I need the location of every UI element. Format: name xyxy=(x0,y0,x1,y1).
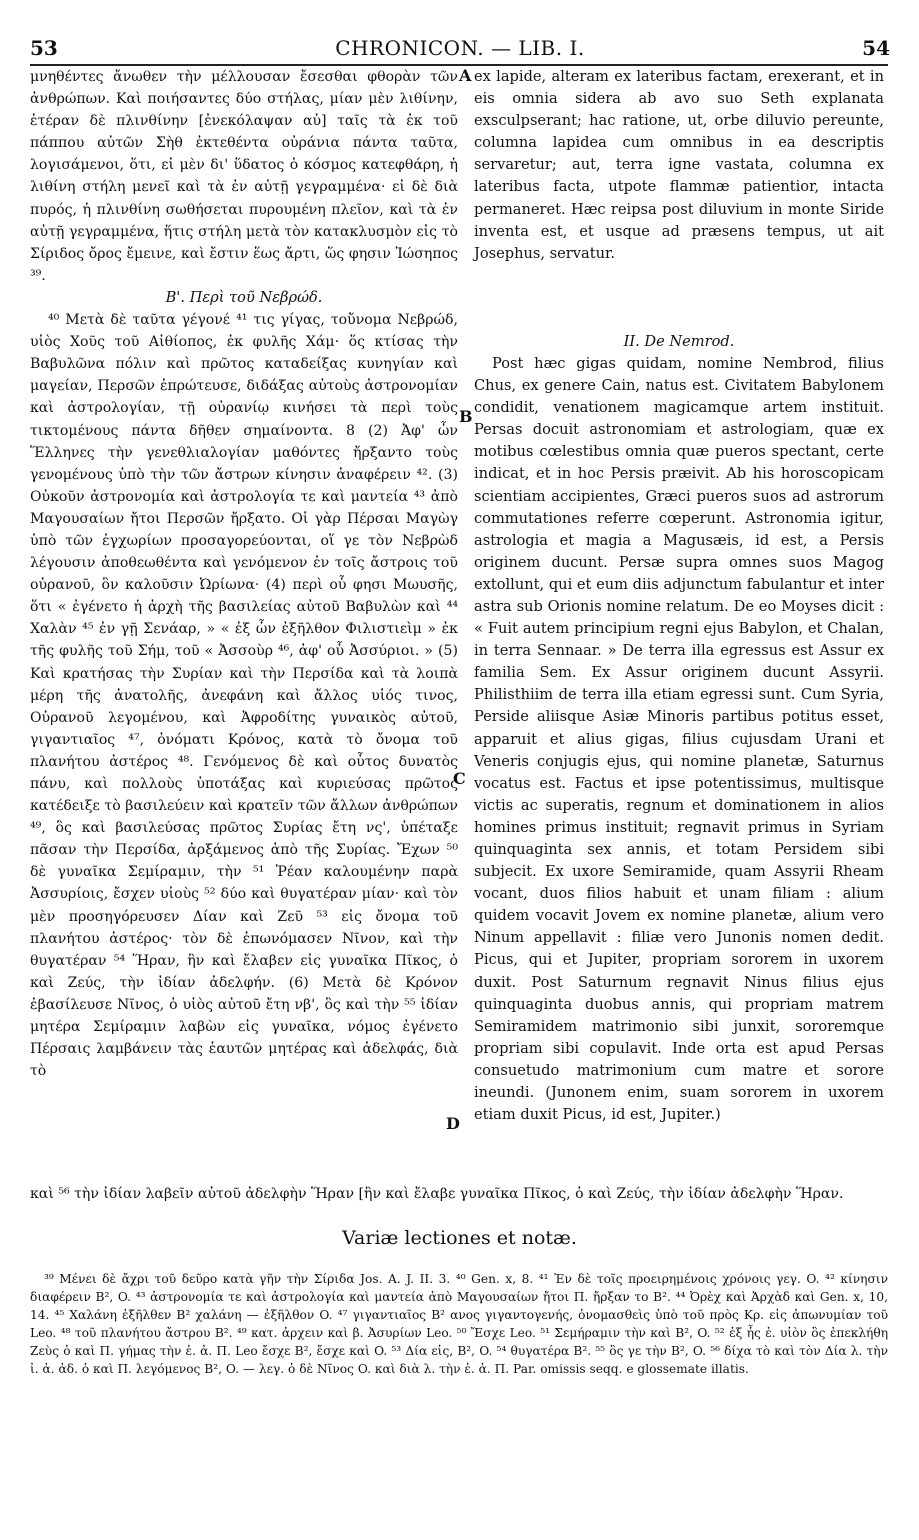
greek-paragraph-1: μνηθέντες ἄνωθεν τὴν μέλλουσαν ἔσεσθαι φθορὰν τῶν ἀνθρώπων. Καὶ ποιήσαντες δύο στήλας, μίαν μὲν λιθίνην, ἑτέραν δὲ πλινθίνην [ἐνεκόλαψαν αὐ] ταῖς τὰ ἐκ τοῦ πάππου αὐτῶν Σὴθ ἐκτεθέντα οὐράνια πάντα ταῦτα, λογισάμενοι, ὅτι, εἰ μὲν δι' ὕδατος ὁ κόσμος κατεφθάρη, ἡ λιθίνη στήλη μενεῖ καὶ τὰ ἐν αὐτῇ γεγραμμένα· εἰ δὲ διὰ πυρός, ἡ πλινθίνη σωθήσεται πυρουμένη πλεῖον, καὶ τὰ ἐν αὐτῇ γεγραμμένα, ἥτις στήλη μετὰ τὸν κατακλυσμὸν εἰς τὸ Σίριδος ὄρος ἔμεινε, καὶ ἔστιν ἕως ἄρτι, ὥς φησιν Ἰώσηπος ³⁹. xyxy=(30,69,458,284)
running-title: CHRONICON. — LIB. I. xyxy=(335,36,585,60)
margin-marker-a: A xyxy=(459,66,472,85)
greek-paragraph-2: ⁴⁰ Μετὰ δὲ ταῦτα γέγονέ ⁴¹ τις γίγας, τοὔνομα Νεβρώδ, υἱὸς Χοῦς τοῦ Αἰθίοπος, ἐκ φυλῆς Χάμ· ὅς κτίσας τὴν Βαβυλῶνα πόλιν καὶ πρῶτος καταδείξας κυνηγίαν καὶ μαγείαν, Περσῶν ἐπρώτευσε, διδάξας αὐτοὺς ἀστρονομίαν καὶ ἀστρολογίαν, τῇ οὐρανίῳ κινήσει τὰ περὶ τοὺς τικτομένους πάντα δῆθεν σημαίνοντα. 8 (2) Ἀφ' ὧν Ἕλληνες τὴν γενεθλιαλογίαν μαθόντες ἤρξαντο τοὺς γενομένους ὑπὸ τὴν τῶν ἄστρων κίνησιν ἀναφέρειν ⁴². (3) Οὐκοῦν ἀστρονομία καὶ ἀστρολογία τε καὶ μαντεία ⁴³ ἀπὸ Μαγουσαίων ἤτοι Περσῶν ἤρξατο. Οἱ γὰρ Πέρσαι Μαγὼγ ὑπὸ τῶν ἐγχωρίων προσαγορεύονται, οἵ γε τὸν Νεβρὼδ λέγουσιν ἀποθεωθέντα καὶ γενόμενον ἐν τοῖς ἄστροις τοῦ οὐρανοῦ, ὃν καλοῦσιν Ὠρίωνα· (4) περὶ οὗ φησι Μωυσῆς, ὅτι « ἐγένετο ἡ ἀρχὴ τῆς βασιλείας αὐτοῦ Βαβυλὼν καὶ ⁴⁴ Χαλὰν ⁴⁵ ἐν γῇ Σενάαρ, » « ἐξ ὧν ἐξῆλθον Φιλιστιεὶμ » ἐκ τῆς φυλῆς τοῦ Σήμ, τοῦ « Ἀσσοὺρ ⁴⁶, ἀφ' οὗ Ἀσσύριοι. » (5) Καὶ κρατήσας τὴν Συρίαν καὶ τὴν Περσίδα καὶ τὰ λοιπὰ μέρη τῆς ἀνατολῆς, ἀνεφάνη καὶ ἄλλος υἱός τινος, Οὐρανοῦ λεγομένου, καὶ Ἀφροδίτης γυναικὸς αὐτοῦ, γιγαντιαῖος ⁴⁷, ὀνόματι Κρόνος, κατὰ τὸ ὄνομα τοῦ πλανήτου ἀστέρος ⁴⁸. Γενόμενος δὲ καὶ οὗτος δυνατὸς πάνυ, καὶ πολλοὺς ὑποτάξας καὶ κυριεύσας πρῶτος κατέδειξε τὸ βασιλεύειν καὶ κρατεῖν τῶν ἄλλων ἀνθρώπων ⁴⁹, ὃς καὶ βασιλεύσας πρῶτος Συρίας ἔτη νς', ὑπέταξε πᾶσαν τὴν Περσίδα, ἀρξάμενος ἀπὸ τῆς Συρίας. Ἔχων ⁵⁰ δὲ γυναῖκα Σεμίραμιν, τὴν ⁵¹ Ῥέαν καλουμένην παρὰ Ἀσσυρίοις, ἔσχεν υἱοὺς ⁵² δύο καὶ θυγατέραν μίαν· καὶ τὸν μὲν προσηγόρευσεν Δίαν καὶ Ζεῦ ⁵³ εἰς ὄνομα τοῦ πλανήτου ἀστέρος· τὸν δὲ ἐπωνόμασεν Νῖνον, καὶ τὴν θυγατέραν ⁵⁴ Ἥραν, ἣν καὶ ἔλαβεν εἰς γυναῖκα Πῖκος, ὁ καὶ Ζεύς, τὴν ἰδίαν ἀδελφήν. (6) Μετὰ δὲ Κρόνον ἐβασίλευσε Νῖνος, ὁ υἱὸς αὐτοῦ ἔτη νβ', ὃς καὶ τὴν ⁵⁵ ἰδίαν μητέρα Σεμίραμιν λαβὼν εἰς γυναῖκα, νόμος ἐγένετο Πέρσαις λαμβάνειν τὰς ἑαυτῶν μητέρας καὶ ἀδελφάς, διὰ τὸ xyxy=(30,312,458,1080)
footnotes-text: ³⁹ Μένει δὲ ἄχρι τοῦ δεῦρο κατὰ γῆν τὴν Σίριδα Jos. A. J. II. 3. ⁴⁰ Gen. x, 8. ⁴¹ Ἐν δὲ τοῖς προειρημένοις χρόνοις γεγ. O. ⁴² κίνησιν διαφέρειν B², O. ⁴³ ἀστρονομία τε καὶ ἀστρολογία καὶ μαντεία ἀπὸ Μαγουσαίων ἤτοι Π. ἤρξαν το B². ⁴⁴ Ὀρὲχ καὶ Ἀρχὰδ καὶ Gen. x, 10, 14. ⁴⁵ Χαλάνη ἐξῆλθεν B² χαλάνη — ἐξῆλθον O. ⁴⁷ γιγαντιαῖος B² ανος γιγαντογενής, ὀνομασθεὶς ὑπὸ τοῦ πρὸς Κρ. εἰς ἀπωνυμίαν τοῦ Leo. ⁴⁸ τοῦ πλανήτου ἄστρου B². ⁴⁹ κατ. ἀρχειν καὶ β. Ἀσυρίων Leo. ⁵⁰ Ἔσχε Leo. ⁵¹ Σεμήραμιν τὴν καὶ B², O. ⁵² ἐξ ἧς ἐ. υἱὸν ὃς ἐπεκλήθη Ζεὺς ὁ καὶ Π. γήμας τὴν ἐ. ἀ. Π. Leo ἔσχε B², ἔσχε καὶ O. ⁵³ Δία εἰς, B², O. ⁵⁴ θυγατέρα B². ⁵⁵ ὃς γε τὴν B², O. ⁵⁶ δίχα τὸ καὶ τὸν Δία λ. τὴν ἰ. ἀ. ἀδ. ὁ καὶ Π. λεγόμενος B², O. — λεγ. ὁ δὲ Νῖνος O. καὶ διὰ λ. τὴν ἐ. ἀ. Π. Par. omissis seqq. e glossemate illatis. xyxy=(30,1272,888,1376)
latin-column xyxy=(474,66,884,1126)
page-number-left: 53 xyxy=(30,36,58,60)
margin-marker-d: D xyxy=(446,1114,460,1133)
margin-marker-b: B xyxy=(459,407,473,426)
continuation-text: καὶ ⁵⁶ τὴν ἰδίαν λαβεῖν αὐτοῦ ἀδελφὴν Ἥραν [ἣν καὶ ἔλαβε γυναῖκα Πῖκος, ὁ καὶ Ζεύς, τὴν ἰδίαν ἀδελφὴν Ἥραν. xyxy=(30,1186,844,1202)
latin-paragraph-2: Post hæc gigas quidam, nomine Nembrod, filius Chus, ex genere Cain, natus est. Civitatem Babylonem condidit, venationem magicamque artem instituit. Persas docuit astronomiam et astrologiam, quæ ex motibus cœlestibus omnia quæ pueros spectant, certe indicat, et in hoc Persis præivit. Ab his horoscopicam scientiam accipientes, Græci pueros suos ad astrorum commutationes referre cœperunt. Astronomia igitur, astrologia et magia a Magusæis, id est, a Persis originem ducunt. Persæ supra omnes suos Magog extollunt, qui et eum diis adjunctum fabulantur et inter astra sub Orionis nomine relatum. De eo Moyses dicit : « Fuit autem principium regni ejus Babylon, et Chalan, in terra Sennaar. » De terra illa egressus est Assur ex familia Sem. Ex Assur originem ducunt Assyrii. Philisthiim de terra illa etiam egressi sunt. Cum Syria, Perside aliisque Asiæ Minoris partibus potitus esset, apparuit et alius gigas, filius cujusdam Urani et Veneris conjugis ejus, qui nomine planetæ, Saturnus vocatus est. Factus et ipse potentissimus, multisque victis ac superatis, regnum et dominationem in alios homines primus instituit; regnavit primus in Syriam quinquaginta sex annis, et totam Persidem sibi subjecit. Ex uxore Semiramide, quam Assyrii Rheam vocant, duos filios habuit et unam filiam : alium quidem vocavit Jovem ex nomine planetæ, alium vero Ninum appellavit : filiæ vero Junonis nomen dedit. Picus, qui et Jupiter, propriam sororem in uxorem duxit. Post Saturnum regnavit Ninus filius ejus quinquaginta duobus annis, qui propriam matrem Semiramidem matrimonio sibi junxit, sororemque propriam sibi copulavit. Inde orta est apud Persas consuetudo matrimonium cum matre et sorore ineundi. (Junonem enim, suam sororem in uxorem etiam duxit Picus, id est, Jupiter.) xyxy=(474,354,884,1124)
greek-section-heading: Β'. Περὶ τοῦ Νεβρώδ. xyxy=(165,288,323,306)
latin-section-heading: II. De Nemrod. xyxy=(623,332,735,350)
full-width-continuation xyxy=(30,1184,888,1205)
notes-heading: Variæ lectiones et notæ. xyxy=(342,1227,577,1249)
margin-marker-c: C xyxy=(453,769,466,788)
latin-paragraph-1: ex lapide, alteram ex lateribus factam, erexerant, et in eis omnia sidera ab avo suo Seth explanata exsculpserant; hac ratione, ut, orbe diluvio pereunte, columna lapidea cum omnibus in ea descriptis servaretur; aut, terra igne vastata, columna ex lateribus facta, utpote flammæ patientior, intacta permaneret. Hæc reipsa post diluvium in monte Siride inventa est, et usque ad præsens tempus, ut ait Josephus, servatur. xyxy=(474,68,884,262)
greek-column xyxy=(30,66,458,1082)
footnotes xyxy=(30,1270,888,1378)
page-number-right: 54 xyxy=(862,36,890,60)
running-header xyxy=(30,36,890,62)
column-gap xyxy=(474,265,884,331)
